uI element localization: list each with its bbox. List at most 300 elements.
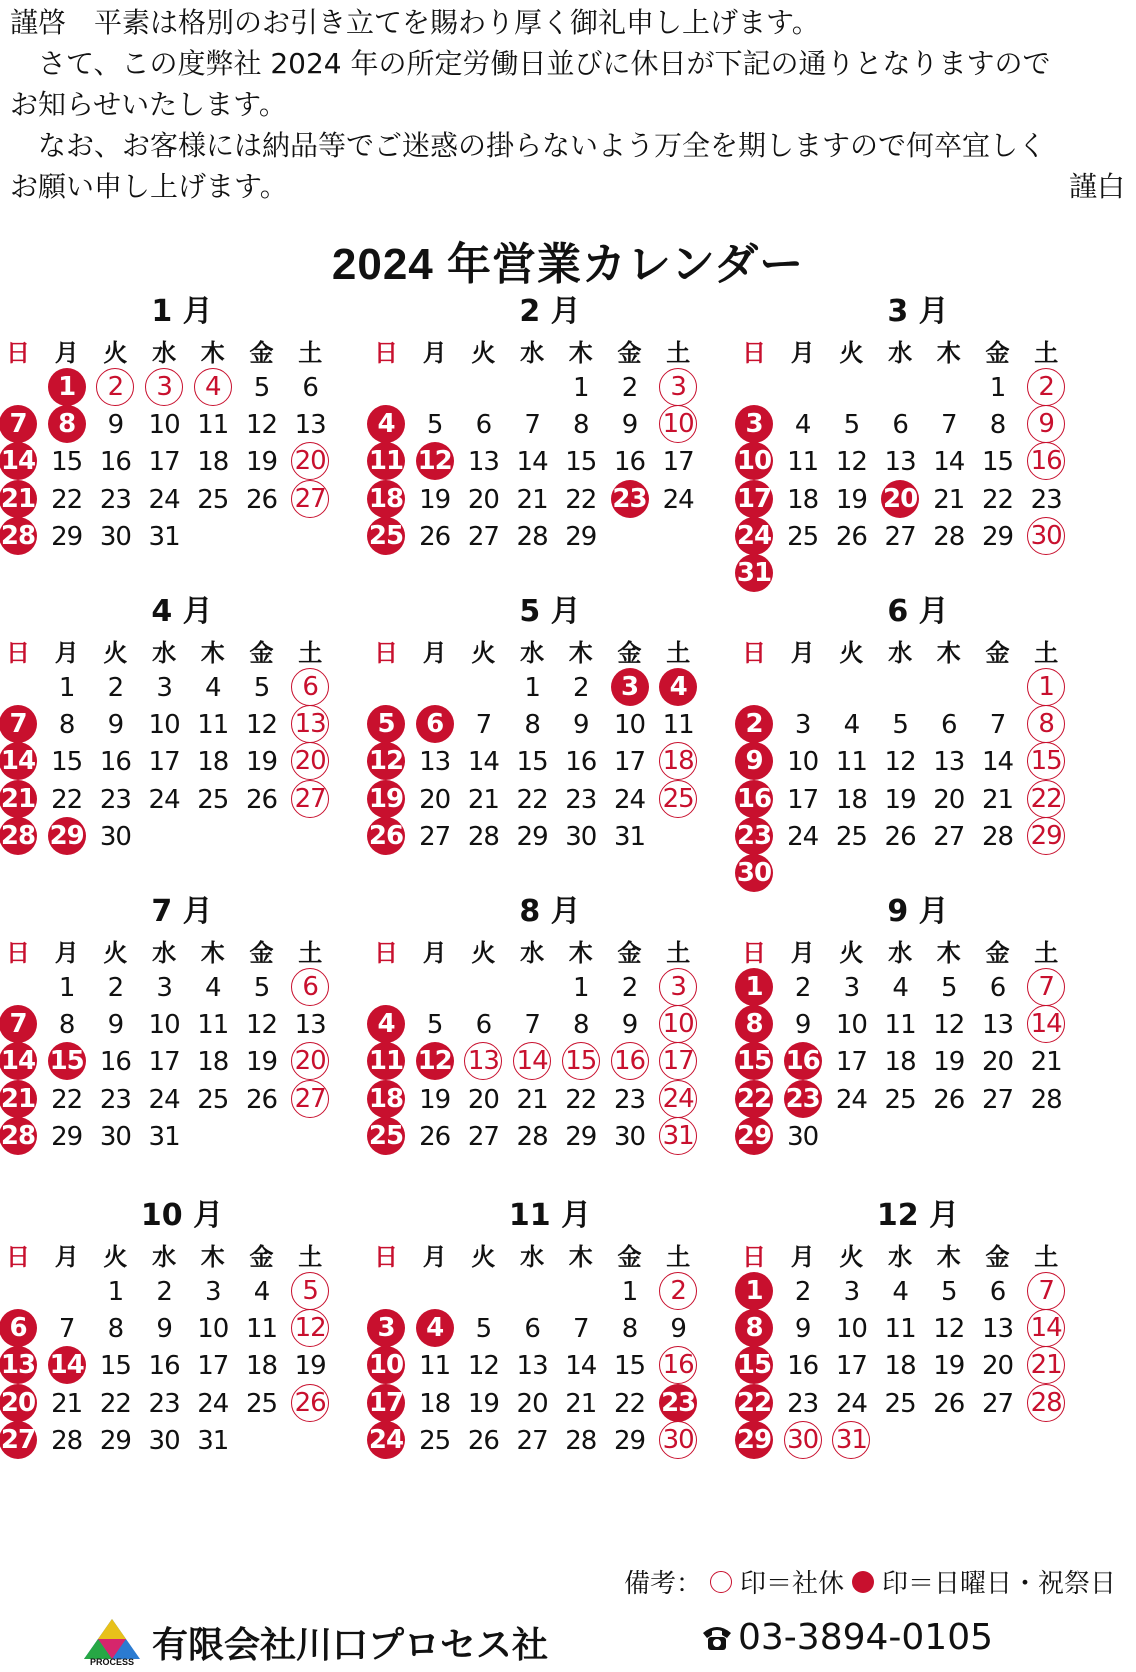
calendar-day: 23 — [1030, 484, 1062, 515]
calendar-day: 14 — [513, 1042, 551, 1080]
calendar-day: 18 — [884, 1047, 916, 1078]
calendar-day: 3 — [156, 973, 172, 1003]
calendar-day: 20 — [933, 784, 965, 815]
calendar-day: 9 — [670, 1314, 686, 1345]
calendar-day: 3 — [367, 1309, 405, 1347]
weekday-header: 火 — [839, 938, 864, 967]
calendar-day: 8 — [107, 1314, 124, 1345]
calendar-day: 9 — [107, 1010, 124, 1041]
calendar-day: 12 — [835, 447, 867, 478]
calendar-day: 12 — [884, 747, 916, 778]
legend — [624, 1563, 1116, 1600]
calendar-day: 6 — [291, 668, 329, 706]
calendar-day: 10 — [735, 442, 773, 480]
calendar-day: 30 — [148, 1425, 180, 1456]
calendar-day: 12 — [467, 1351, 499, 1382]
calendar-day: 13 — [464, 1042, 502, 1080]
weekday-header: 土 — [1034, 638, 1059, 667]
calendar-day: 14 — [48, 1346, 86, 1384]
weekday-header: 金 — [249, 1242, 274, 1271]
weekday-header: 土 — [666, 338, 691, 367]
calendar-day: 21 — [516, 1084, 548, 1115]
calendar-day: 20 — [467, 484, 499, 515]
calendar-day: 9 — [156, 1314, 172, 1345]
calendar-day: 6 — [524, 1314, 540, 1345]
weekday-header: 月 — [54, 338, 79, 367]
calendar-day: 19 — [419, 484, 451, 515]
calendar-day: 27 — [0, 1421, 37, 1459]
calendar-day: 7 — [1027, 968, 1065, 1006]
calendar-day: 19 — [245, 747, 278, 778]
calendar-day: 27 — [981, 1388, 1014, 1419]
calendar-day: 5 — [892, 710, 908, 741]
calendar-day: 13 — [294, 410, 326, 441]
calendar-day: 16 — [735, 780, 773, 818]
weekday-header: 火 — [103, 638, 128, 667]
calendar-day: 4 — [205, 673, 221, 703]
calendar-day: 22 — [1027, 780, 1065, 818]
calendar-day: 9 — [621, 1010, 638, 1041]
calendar-day: 6 — [989, 973, 1006, 1003]
calendar-day: 7 — [0, 405, 37, 443]
calendar-day: 15 — [48, 1042, 86, 1080]
calendar-day: 26 — [884, 821, 916, 852]
weekday-header: 日 — [742, 338, 766, 367]
weekday-header: 日 — [6, 338, 30, 367]
calendar-day: 10 — [148, 710, 180, 741]
month-title: 8 月 — [519, 894, 581, 929]
weekday-header: 火 — [103, 938, 128, 967]
calendar-day: 12 — [933, 1010, 965, 1041]
calendar-day: 21 — [933, 484, 965, 515]
calendar-day: 19 — [367, 780, 405, 818]
calendar-day: 9 — [107, 710, 124, 741]
calendar-day: 19 — [294, 1351, 326, 1382]
calendar-day: 29 — [1027, 817, 1065, 855]
weekday-header: 月 — [790, 938, 815, 967]
calendar-day: 28 — [565, 1425, 597, 1456]
calendar-day: 26 — [419, 1121, 451, 1152]
calendar-day: 20 — [291, 742, 329, 780]
calendar-day: 24 — [659, 1080, 697, 1118]
calendar-day: 3 — [843, 1277, 860, 1307]
weekday-header: 金 — [249, 638, 274, 667]
weekday-header: 木 — [936, 338, 961, 367]
calendar-day: 4 — [205, 973, 221, 1003]
calendar-day: 22 — [735, 1384, 773, 1422]
month-title: 3 月 — [887, 294, 949, 329]
weekday-header: 日 — [6, 1242, 30, 1271]
calendar-day: 1 — [621, 1277, 638, 1307]
calendar-day: 1 — [1027, 668, 1065, 706]
calendar-day: 22 — [981, 484, 1014, 515]
calendar-day: 30 — [784, 1421, 822, 1459]
calendar-day: 16 — [611, 1042, 649, 1080]
calendar-day: 28 — [0, 817, 37, 855]
calendar-day: 31 — [148, 521, 180, 552]
calendar-day: 26 — [933, 1388, 965, 1419]
calendar-day: 19 — [419, 1084, 451, 1115]
calendar-day: 21 — [565, 1388, 597, 1419]
weekday-header: 月 — [54, 638, 79, 667]
weekday-header: 土 — [1034, 338, 1059, 367]
weekday-header: 木 — [568, 1242, 593, 1271]
calendar-day: 2 — [107, 973, 124, 1003]
calendar-day: 2 — [794, 973, 811, 1003]
calendar-day: 25 — [197, 1084, 229, 1115]
calendar-day: 1 — [524, 673, 540, 703]
weekday-header: 土 — [1034, 1242, 1059, 1271]
calendar-day: 25 — [884, 1084, 916, 1115]
calendar-day: 9 — [573, 710, 589, 741]
calendar-day: 6 — [475, 410, 492, 441]
calendar-day: 30 — [787, 1121, 819, 1152]
calendar-day: 5 — [253, 373, 270, 403]
calendar-day: 11 — [419, 1351, 451, 1382]
calendar-day: 28 — [1030, 1084, 1062, 1115]
calendar-day: 4 — [367, 405, 405, 443]
weekday-header: 土 — [298, 338, 323, 367]
weekday-header: 木 — [568, 938, 593, 967]
calendar-day: 29 — [565, 1121, 597, 1152]
weekday-header: 月 — [790, 1242, 815, 1271]
calendar-day: 31 — [659, 1117, 697, 1155]
calendar-day: 8 — [573, 1010, 589, 1041]
calendar-day: 8 — [735, 1005, 773, 1043]
calendar-day: 20 — [516, 1388, 548, 1419]
calendar-day: 15 — [1027, 742, 1065, 780]
calendar-day: 7 — [573, 1314, 589, 1345]
calendar-day: 11 — [367, 1042, 405, 1080]
calendar-day: 21 — [516, 484, 548, 515]
calendar-day: 27 — [291, 1080, 329, 1118]
outline-circle-icon — [710, 1571, 732, 1593]
calendar-day: 17 — [148, 447, 180, 478]
calendar-day: 16 — [99, 1047, 131, 1078]
calendar-day: 31 — [197, 1425, 229, 1456]
calendar-day: 2 — [621, 973, 638, 1003]
calendar-day: 20 — [419, 784, 451, 815]
calendar-day: 8 — [48, 405, 86, 443]
calendar-day: 11 — [197, 710, 229, 741]
calendar-day: 11 — [787, 447, 819, 478]
calendar-day: 2 — [659, 1272, 697, 1310]
calendar-day: 9 — [621, 410, 638, 441]
weekday-header: 火 — [471, 338, 496, 367]
calendar-day: 10 — [367, 1346, 405, 1384]
calendar-day: 21 — [1030, 1047, 1062, 1078]
calendar-day: 3 — [156, 673, 172, 703]
letter-line: 謹啓 平素は格別のお引き立てを賜わり厚く御礼申し上げます。 — [10, 6, 820, 39]
calendar-day: 11 — [197, 410, 229, 441]
calendar-day: 2 — [96, 368, 134, 406]
calendar-day: 10 — [835, 1314, 867, 1345]
calendar-day: 23 — [565, 784, 597, 815]
calendar-day: 13 — [516, 1351, 548, 1382]
weekday-header: 日 — [6, 938, 30, 967]
calendar-day: 25 — [367, 517, 405, 555]
calendar-day: 22 — [565, 484, 597, 515]
calendar-day: 11 — [884, 1314, 916, 1345]
calendar-day: 24 — [787, 821, 819, 852]
calendar-day: 17 — [835, 1047, 867, 1078]
calendar-day: 13 — [0, 1346, 37, 1384]
legend-outline-text: 印＝社休 — [739, 1569, 844, 1599]
calendar-day: 6 — [892, 410, 908, 441]
weekday-header: 火 — [839, 338, 864, 367]
calendar-day: 31 — [148, 1121, 180, 1152]
weekday-header: 金 — [617, 338, 642, 367]
calendar-day: 2 — [794, 1277, 811, 1307]
calendar-day: 29 — [516, 821, 548, 852]
calendar-day: 2 — [156, 1277, 172, 1307]
calendar-day: 29 — [51, 1121, 83, 1152]
calendar-day: 3 — [843, 973, 860, 1003]
calendar-day: 2 — [735, 705, 773, 743]
calendar-day: 13 — [981, 1010, 1014, 1041]
calendar-day: 14 — [467, 747, 499, 778]
calendar-day: 17 — [197, 1351, 229, 1382]
calendar-day: 15 — [99, 1351, 131, 1382]
calendar-day: 25 — [197, 484, 229, 515]
weekday-header: 土 — [666, 1242, 691, 1271]
calendar-day: 23 — [148, 1388, 180, 1419]
calendar-day: 12 — [245, 710, 278, 741]
calendar-day: 12 — [245, 410, 278, 441]
calendar-day: 14 — [1027, 1005, 1065, 1043]
calendar-day: 16 — [787, 1351, 819, 1382]
weekday-header: 月 — [422, 938, 447, 967]
calendar-day: 17 — [662, 447, 694, 478]
calendar-day: 11 — [662, 710, 694, 741]
letter-line: お知らせいたします。 — [10, 88, 287, 121]
calendar-day: 13 — [884, 447, 916, 478]
calendar-day: 23 — [735, 817, 773, 855]
calendar-day: 1 — [58, 973, 75, 1003]
phone-number-block — [700, 1617, 993, 1658]
calendar-day: 5 — [475, 1314, 492, 1345]
calendar-day: 22 — [516, 784, 548, 815]
calendar-day: 25 — [884, 1388, 916, 1419]
calendar-day: 26 — [245, 484, 278, 515]
calendar-day: 17 — [148, 1047, 180, 1078]
month-title: 7 月 — [151, 894, 213, 929]
calendar-day: 5 — [941, 1277, 957, 1307]
calendar-day: 6 — [989, 1277, 1006, 1307]
calendar-day: 17 — [659, 1042, 697, 1080]
calendar-day: 30 — [659, 1421, 697, 1459]
weekday-header: 日 — [374, 338, 398, 367]
weekday-header: 木 — [568, 338, 593, 367]
calendar-day: 22 — [51, 1084, 83, 1115]
calendar-day: 30 — [613, 1121, 646, 1152]
calendar-day: 19 — [884, 784, 916, 815]
weekday-header: 木 — [200, 638, 225, 667]
calendar-day: 29 — [48, 817, 86, 855]
calendar-day: 15 — [562, 1042, 600, 1080]
weekday-header: 日 — [374, 938, 398, 967]
calendar-day: 26 — [245, 1084, 278, 1115]
calendar-day: 14 — [0, 742, 37, 780]
calendar-day: 16 — [565, 747, 597, 778]
calendar-day: 7 — [475, 710, 492, 741]
weekday-header: 水 — [520, 938, 545, 967]
calendar-day: 3 — [659, 368, 697, 406]
calendar-day: 26 — [367, 817, 405, 855]
calendar-day: 30 — [99, 821, 131, 852]
weekday-header: 火 — [103, 338, 128, 367]
weekday-header: 火 — [839, 1242, 864, 1271]
calendar-day: 21 — [0, 1080, 37, 1118]
calendar-day: 24 — [735, 517, 773, 555]
calendar-day: 21 — [0, 780, 37, 818]
calendar-day: 16 — [784, 1042, 822, 1080]
weekday-header: 金 — [617, 638, 642, 667]
weekday-header: 月 — [422, 638, 447, 667]
calendar-day: 29 — [981, 521, 1014, 552]
calendar-day: 24 — [835, 1084, 867, 1115]
letter-line: さて、この度弊社 2024 年の所定労働日並びに休日が下記の通りとなりますので — [38, 47, 1051, 80]
weekday-header: 火 — [471, 638, 496, 667]
calendar-day: 8 — [524, 710, 540, 741]
calendar-day: 1 — [989, 373, 1006, 403]
calendar-day: 20 — [291, 1042, 329, 1080]
calendar-day: 25 — [245, 1388, 278, 1419]
calendar-day: 24 — [613, 784, 646, 815]
calendar-day: 14 — [516, 447, 548, 478]
calendar-day: 25 — [659, 780, 697, 818]
calendar-day: 29 — [51, 521, 83, 552]
calendar-day: 11 — [245, 1314, 278, 1345]
weekday-header: 日 — [742, 638, 766, 667]
weekday-header: 水 — [520, 638, 545, 667]
calendar-day: 26 — [291, 1384, 329, 1422]
calendar-day: 11 — [884, 1010, 916, 1041]
calendar-day: 15 — [51, 447, 83, 478]
calendar-day: 13 — [981, 1314, 1014, 1345]
weekday-header: 金 — [985, 338, 1010, 367]
calendar-day: 1 — [573, 373, 589, 403]
calendar-day: 18 — [245, 1351, 278, 1382]
calendar-day: 4 — [892, 1277, 908, 1307]
calendar-day: 17 — [367, 1384, 405, 1422]
letter-closing: 謹白 — [1068, 170, 1125, 203]
weekday-header: 土 — [1034, 938, 1059, 967]
calendar-day: 21 — [467, 784, 499, 815]
calendar-day: 23 — [99, 784, 131, 815]
calendar-day: 20 — [291, 442, 329, 480]
weekday-header: 金 — [249, 338, 274, 367]
calendar-day: 29 — [735, 1117, 773, 1155]
footer — [0, 1615, 1136, 1667]
calendar-day: 26 — [835, 521, 867, 552]
calendar-day: 29 — [613, 1425, 646, 1456]
calendar-day: 15 — [735, 1346, 773, 1384]
calendar-day: 18 — [197, 447, 229, 478]
calendar-day: 25 — [197, 784, 229, 815]
calendar-day: 28 — [933, 521, 965, 552]
calendar-day: 7 — [524, 410, 540, 441]
calendar-day: 28 — [0, 1117, 37, 1155]
calendar-day: 3 — [735, 405, 773, 443]
calendar-day: 18 — [197, 1047, 229, 1078]
calendar-day: 6 — [416, 705, 454, 743]
calendar-day: 1 — [735, 968, 773, 1006]
calendar-day: 5 — [253, 673, 270, 703]
weekday-header: 土 — [298, 938, 323, 967]
weekday-header: 土 — [666, 938, 691, 967]
calendar-day: 10 — [787, 747, 819, 778]
calendar-day: 29 — [99, 1425, 131, 1456]
calendar-day: 1 — [58, 673, 75, 703]
calendar-day: 27 — [467, 521, 499, 552]
calendar-day: 10 — [659, 405, 697, 443]
month-title: 5 月 — [519, 594, 581, 629]
calendar-day: 21 — [981, 784, 1014, 815]
calendar-day: 4 — [367, 1005, 405, 1043]
weekday-header: 日 — [742, 938, 766, 967]
weekday-header: 日 — [742, 1242, 766, 1271]
calendar-day: 30 — [99, 1121, 131, 1152]
calendar-day: 24 — [148, 784, 180, 815]
calendar-day: 16 — [1027, 442, 1065, 480]
calendar-day: 19 — [933, 1047, 965, 1078]
calendar-day: 27 — [291, 480, 329, 518]
month-title: 10 月 — [140, 1198, 224, 1233]
calendar-day: 12 — [245, 1010, 278, 1041]
calendar-day: 27 — [981, 1084, 1014, 1115]
calendar-day: 31 — [735, 554, 773, 592]
letter-line — [10, 166, 1125, 207]
calendar-day: 27 — [933, 821, 965, 852]
calendar-day: 5 — [843, 410, 860, 441]
calendar-day: 4 — [843, 710, 860, 741]
calendar-day: 10 — [659, 1005, 697, 1043]
calendar-day: 29 — [735, 1421, 773, 1459]
calendar-day: 6 — [475, 1010, 492, 1041]
calendar-day: 18 — [835, 784, 867, 815]
calendar-day: 17 — [787, 784, 819, 815]
greeting-letter — [10, 2, 1125, 207]
calendar-day: 28 — [981, 821, 1014, 852]
month-title: 1 月 — [151, 294, 213, 329]
calendar-day: 14 — [981, 747, 1014, 778]
calendar-day: 3 — [659, 968, 697, 1006]
calendar-day: 7 — [941, 410, 957, 441]
calendar-day: 2 — [1027, 368, 1065, 406]
calendar-day: 5 — [426, 1010, 443, 1041]
calendar-day: 25 — [835, 821, 867, 852]
calendar-day: 13 — [294, 1010, 326, 1041]
weekday-header: 月 — [790, 638, 815, 667]
calendar-day: 18 — [787, 484, 819, 515]
calendar-day: 28 — [516, 1121, 548, 1152]
calendar-day: 14 — [933, 447, 965, 478]
weekday-header: 日 — [374, 638, 398, 667]
calendar-day: 12 — [291, 1309, 329, 1347]
calendar-day: 31 — [613, 821, 646, 852]
calendar-day: 5 — [367, 705, 405, 743]
month-title: 2 月 — [519, 294, 581, 329]
calendar-day: 20 — [881, 480, 919, 518]
weekday-header: 木 — [568, 638, 593, 667]
calendar-day: 22 — [51, 484, 83, 515]
calendar-day: 28 — [516, 521, 548, 552]
calendar-day: 10 — [835, 1010, 867, 1041]
calendar-day: 24 — [148, 484, 180, 515]
calendar-day: 8 — [735, 1309, 773, 1347]
calendar-day: 7 — [1027, 1272, 1065, 1310]
